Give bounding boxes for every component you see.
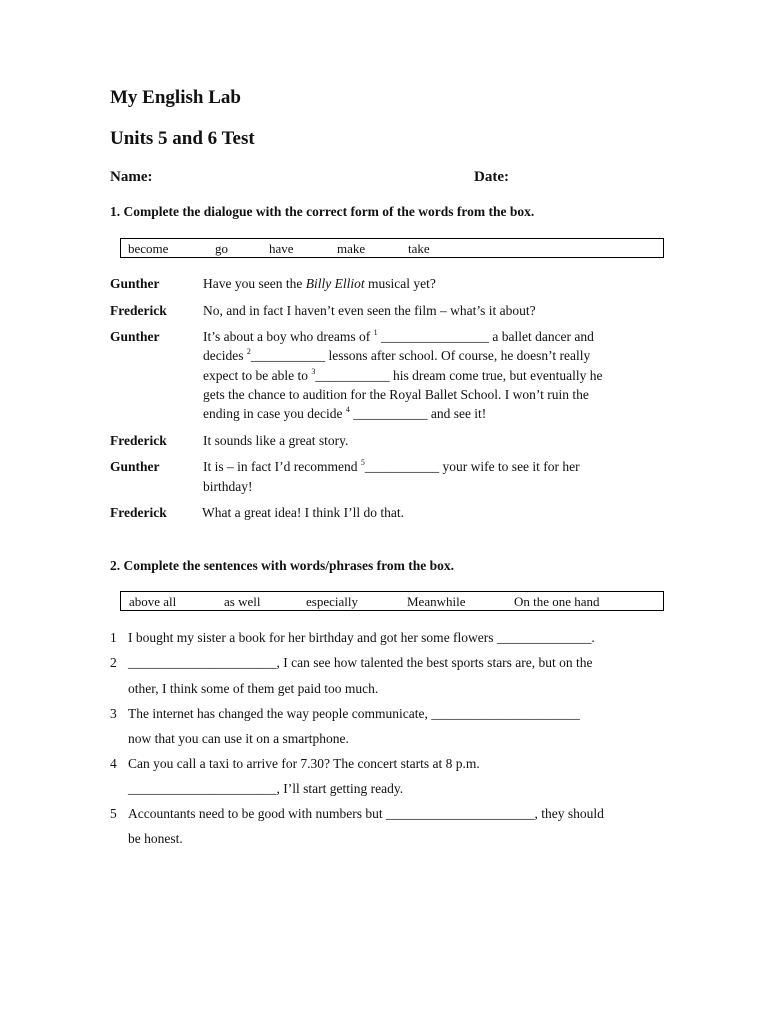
gap-number: 2	[246, 347, 251, 356]
word-box-item: as well	[224, 594, 261, 609]
item-number: 1	[110, 630, 117, 645]
word-box-item: Meanwhile	[407, 594, 466, 609]
sentence-line: Accountants need to be good with numbers but ______________________, they should	[128, 806, 604, 821]
sentence-line: ______________________, I can see how talented the best sports stars are, but on the	[128, 655, 593, 670]
exercise-1-instruction: 1. Complete the dialogue with the correct form of the words from the box.	[110, 204, 535, 219]
gap-number: 1	[373, 328, 378, 337]
test-subtitle: Units 5 and 6 Test	[110, 128, 255, 149]
sentence-line: I bought my sister a book for her birthday and got her some flowers ______________.	[128, 630, 595, 645]
sentence-line: other, I think some of them get paid too much.	[128, 681, 379, 696]
gap-number: 5	[360, 458, 365, 467]
speaker-name: Gunther	[110, 329, 160, 344]
name-label: Name:	[110, 169, 153, 185]
item-number: 4	[110, 756, 117, 771]
sentence-line: now that you can use it on a smartphone.	[128, 731, 349, 746]
item-number: 3	[110, 706, 117, 721]
word-box-item: especially	[306, 594, 358, 609]
speaker-name: Frederick	[110, 303, 167, 318]
dialogue-line: It is – in fact I’d recommend $^5$___________ your wife to see it for her	[203, 458, 580, 474]
dialogue-line: decides $^2$___________ lessons after school. Of course, he doesn’t really	[203, 347, 591, 363]
title-italic: Billy Elliot	[305, 276, 365, 291]
speaker-name: Gunther	[110, 459, 160, 474]
dialogue-line: Have you seen the Billy Elliot musical yet?	[203, 276, 436, 291]
exercise-1-word-box	[120, 238, 664, 258]
speaker-name: Frederick	[110, 505, 167, 520]
exercise-2-word-box	[120, 591, 664, 611]
speaker-name: Frederick	[110, 433, 167, 448]
sentence-line: be honest.	[128, 831, 183, 846]
dialogue-line: birthday!	[203, 479, 253, 494]
date-label: Date:	[474, 169, 509, 185]
word-box-item: become	[128, 241, 169, 256]
word-box-item: have	[269, 241, 294, 256]
dialogue-line: It sounds like a great story.	[203, 433, 349, 448]
word-box-item: take	[408, 241, 430, 256]
gap-number: 4	[345, 405, 350, 414]
word-box-item: above all	[129, 594, 177, 609]
speaker-name: Gunther	[110, 276, 160, 291]
dialogue-line: ending in case you decide $^4$ ___________ and see it!	[203, 405, 487, 421]
dialogue-line: gets the chance to audition for the Royal Ballet School. I won’t ruin the	[203, 387, 589, 402]
word-box-item: On the one hand	[514, 594, 600, 609]
exercise-2-instruction: 2. Complete the sentences with words/phrases from the box.	[110, 558, 454, 573]
dialogue-line: What a great idea! I think I’ll do that.	[202, 505, 405, 520]
dialogue-line: expect to be able to $^3$___________ his dream come true, but eventually he	[203, 367, 603, 383]
word-box-item: make	[337, 241, 366, 256]
item-number: 5	[110, 806, 117, 821]
sentence-line: The internet has changed the way people communicate, ______________________	[128, 706, 580, 721]
word-box-item: go	[215, 241, 228, 256]
item-number: 2	[110, 655, 117, 670]
sentence-line: ______________________, I’ll start getting ready.	[128, 781, 404, 796]
sentence-line: Can you call a taxi to arrive for 7.30? The concert starts at 8 p.m.	[128, 756, 480, 771]
page-title: My English Lab	[110, 87, 241, 108]
dialogue-line: It’s about a boy who dreams of $^1$ ________________ a ballet dancer and	[203, 328, 594, 344]
dialogue-line: No, and in fact I haven’t even seen the film – what’s it about?	[203, 303, 536, 318]
gap-number: 3	[311, 367, 316, 376]
